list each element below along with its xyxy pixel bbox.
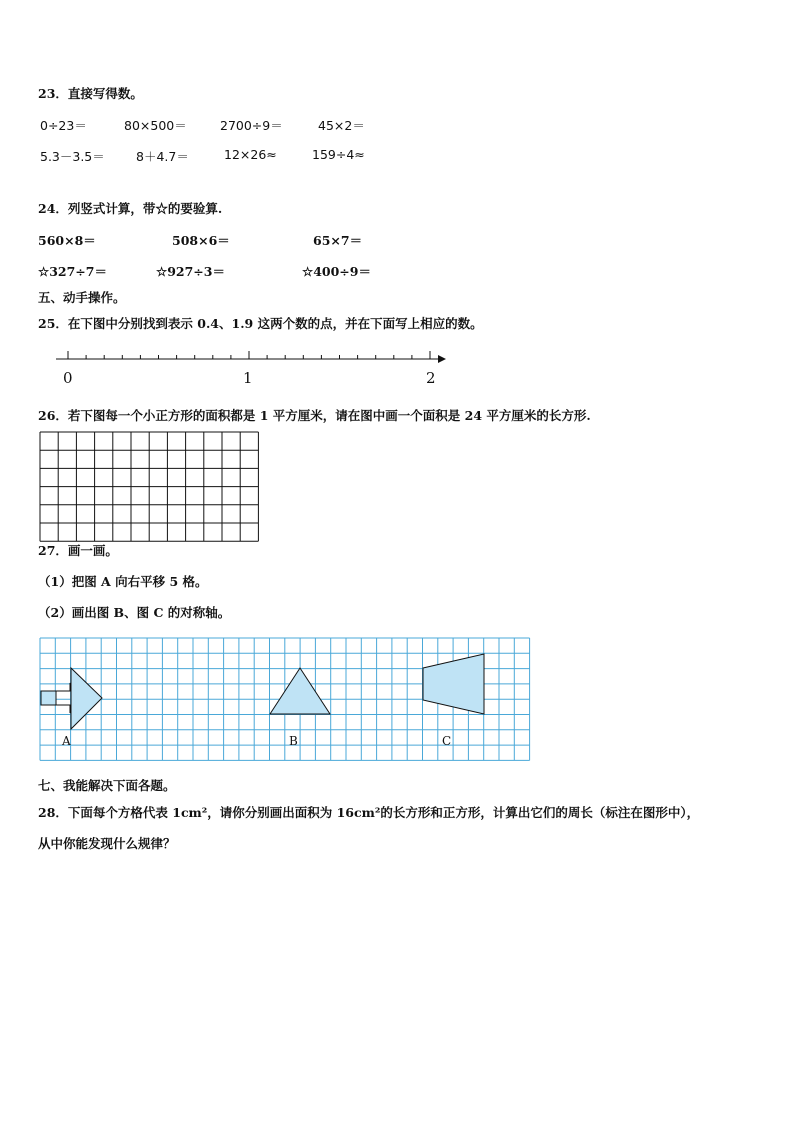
- figure-label: B: [289, 734, 298, 748]
- figure-a-tail: [41, 691, 56, 705]
- q27-sub1: （1）把图 A 向右平移 5 格。: [38, 574, 208, 589]
- q27-sub2: （2）画出图 B、图 C 的对称轴。: [38, 605, 231, 620]
- figure-label: A: [62, 734, 71, 748]
- q23-item: 80×500＝: [124, 118, 187, 133]
- number-line: [0, 345, 794, 385]
- q23-item: 12×26≈: [224, 147, 277, 162]
- q23-item: 159÷4≈: [312, 147, 365, 162]
- figure-label: C: [442, 734, 452, 748]
- figure-b-triangle: [270, 668, 330, 714]
- shape-grid[interactable]: [40, 638, 532, 764]
- figure-c-trapezoid: [423, 654, 484, 714]
- q24-item: ☆400÷9＝: [302, 264, 371, 279]
- square-grid[interactable]: [40, 432, 260, 534]
- q27-title: 27．画一画。: [38, 543, 118, 558]
- section-heading: 七、我能解决下面各题。: [38, 778, 176, 793]
- number-line-label: 0: [63, 369, 73, 387]
- q24-item: ☆927÷3＝: [156, 264, 225, 279]
- q23-item: 45×2＝: [318, 118, 365, 133]
- q23-item: 2700÷9＝: [220, 118, 283, 133]
- figure-a-shape: [71, 668, 102, 729]
- q23-item: 5.3－3.5＝: [40, 149, 105, 164]
- q23-item: 8＋4.7＝: [136, 149, 189, 164]
- q24-item: 65×7＝: [313, 233, 363, 248]
- q28-line1: 28．下面每个方格代表 1cm²，请你分别画出面积为 16cm²的长方形和正方形，计算出它们的周长（标注在图形中），: [38, 805, 700, 820]
- q26-title: 26．若下图每一个小正方形的面积都是 1 平方厘米，请在图中画一个面积是 24 平方厘米的长方形.: [38, 408, 591, 423]
- q28-line2: 从中你能发现什么规律？: [38, 836, 176, 851]
- q23-item: 0÷23＝: [40, 118, 87, 133]
- q25-title: 25．在下图中分别找到表示 0.4、1.9 这两个数的点，并在下面写上相应的数。: [38, 316, 483, 331]
- section-heading: 五、动手操作。: [38, 290, 126, 305]
- q23-title: 23．直接写得数。: [38, 86, 143, 101]
- arrow-icon: [438, 355, 446, 363]
- q24-title: 24．列竖式计算，带☆的要验算.: [38, 201, 223, 216]
- q24-item: 560×8＝: [38, 233, 96, 248]
- q24-item: 508×6＝: [172, 233, 230, 248]
- q24-item: ☆327÷7＝: [38, 264, 107, 279]
- number-line-label: 1: [243, 369, 253, 387]
- number-line-label: 2: [426, 369, 436, 387]
